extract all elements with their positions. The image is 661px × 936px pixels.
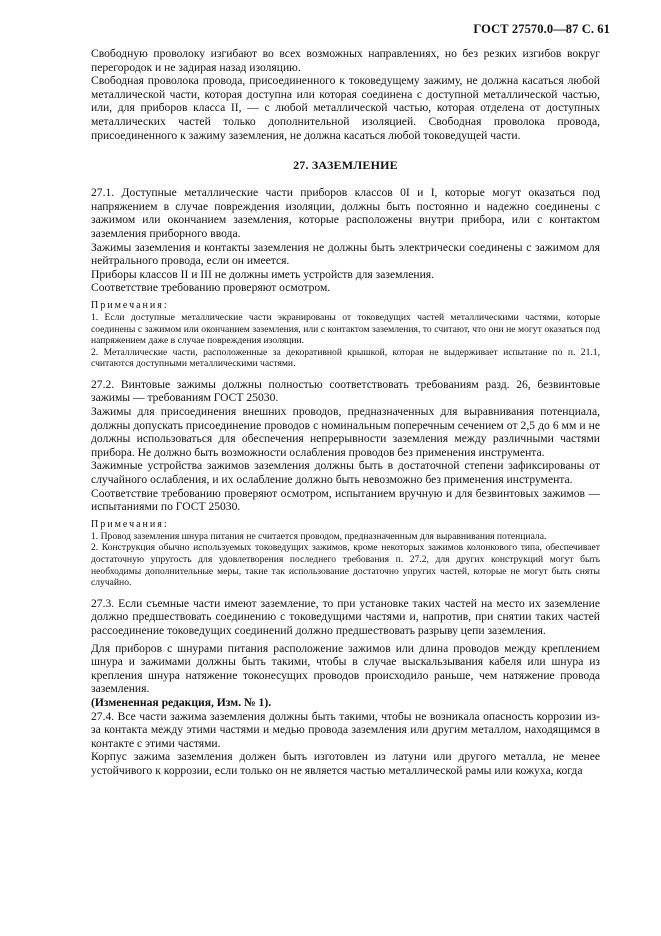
clause-27-2: 27.2. Винтовые зажимы должны полностью соответствовать требованиям разд. 26, безвинтовые зажимы — требованиям ГОСТ 25030. — [91, 377, 600, 405]
clause-27-1-para-4: Соответствие требованию проверяют осмотром. — [91, 281, 331, 295]
clause-27-3-para-2: Для приборов с шнурами питания расположение зажимов или длина проводов между креплением шнура и зажимами должны быть такими, чтобы в случае выскальзывания кабеля или шнура из крепления шнура натяжение токонесущих проводов происходило раньше, чем натяжение провода заземления. — [91, 641, 600, 696]
intro-paragraph-1: Свободную проволоку изгибают во всех возможных направлениях, но без резких изгибов вокруг перегородок и не задирая назад изоляцию. — [91, 47, 600, 74]
section-title: 27. ЗАЗЕМЛЕНИЕ — [293, 158, 398, 173]
clause-27-4-para-2: Корпус зажима заземления должен быть изготовлен из латуни или другого металла, не менее устойчивого к коррозии, если только он не является частью металлической рамы или кожуха, когда — [91, 750, 600, 777]
document-page — [91, 22, 610, 778]
clause-27-2-para-3: Зажимные устройства зажимов заземления должны быть в достаточной степени зафиксированы от случайного ослабления, и их ослабление должно быть невозможно без применения инструмента. — [91, 459, 600, 487]
notes-title-2: Примечания: — [91, 518, 169, 530]
clause-27-1-para-2: Зажимы заземления и контакты заземления не должны быть электрически соединены с зажимом для нейтрального провода, если он имеется. — [91, 240, 600, 268]
note-2-2: 2. Конструкция обычно используемых токоведущих зажимов, кроме некоторых зажимов колонкового типа, обеспечивает достаточную упругость для удовлетворения последнего требования п. 27.2, для других конструкций могут быть необходимы дополнительные меры, такие так использование достаточно упругих частей, которые не могут быть сняты случайно. — [91, 542, 600, 589]
note-2-1: 1. Провод заземления шнура питания не считается проводом, предназначенным для выравнивания потенциала. — [91, 530, 547, 542]
notes-title-1: Примечания: — [91, 299, 169, 311]
clause-27-3: 27.3. Если съемные части имеют заземление, то при установке таких частей на место их заземление должно предшествовать соединению с токоведущими частями и, напротив, при снятии таких частей рассоединение токоведущих соединений должно предшествовать разрыву цепи заземления. — [91, 596, 600, 637]
note-1-1: 1. Если доступные металлические части экранированы от токоведущих частей металлическими частями, которые соединены с зажимом или окончанием заземления, или с контактом заземления, то считают, что они не могут оказаться под напряжением даже в случае повреждения изоляции. — [91, 311, 600, 347]
clause-27-2-para-4: Соответствие требованию проверяют осмотром, испытанием вручную и для безвинтовых зажимов — испытаниями по ГОСТ 25030. — [91, 486, 600, 514]
amendment-note: (Измененная редакция, Изм. № 1). — [91, 695, 272, 709]
intro-paragraph-2: Свободная проволока провода, присоединенного к токоведущему зажиму, не должна касаться любой металлической части, которая доступна или которая соединена с доступной металлической частью, или, для приборов класса II, — с любой металлической частью, которая отделена от доступных металлических частей только дополнительной изоляцией. Свободная проволока провода, присоединенного к зажиму заземления, не должна касаться любой токоведущей части. — [91, 74, 600, 142]
page-header: ГОСТ 27570.0—87 С. 61 — [473, 22, 610, 36]
clause-27-4: 27.4. Все части зажима заземления должны быть такими, чтобы не возникала опасность коррозии из-за контакта между этими частями и медью провода заземления или другим металлом, находящимся в контакте с этими частями. — [91, 709, 600, 750]
note-1-2: 2. Металлические части, расположенные за декоративной крышкой, которая не выдерживает испытание по п. 21.1, считаются доступными металлическими частями. — [91, 346, 600, 370]
clause-27-1: 27.1. Доступные металлические части приборов классов 0I и I, которые могут оказаться под напряжением в случае повреждения изоляции, должны быть постоянно и надежно соединены с зажимом или окончанием заземления, которые расположены внутри прибора, или с контактом заземления приборного ввода. — [91, 186, 600, 240]
clause-27-1-para-3: Приборы классов II и III не должны иметь устройств для заземления. — [91, 267, 435, 281]
clause-27-2-para-2: Зажимы для присоединения внешних проводов, предназначенных для выравнивания потенциала, должны допускать присоединение проводов с номинальным поперечным сечением от 2,5 до 6 мм и не должны использоваться для обеспечения непрерывности заземления между различными частями прибора. Не должно быть возможности ослабления проводов без применения инструмента. — [91, 405, 600, 459]
